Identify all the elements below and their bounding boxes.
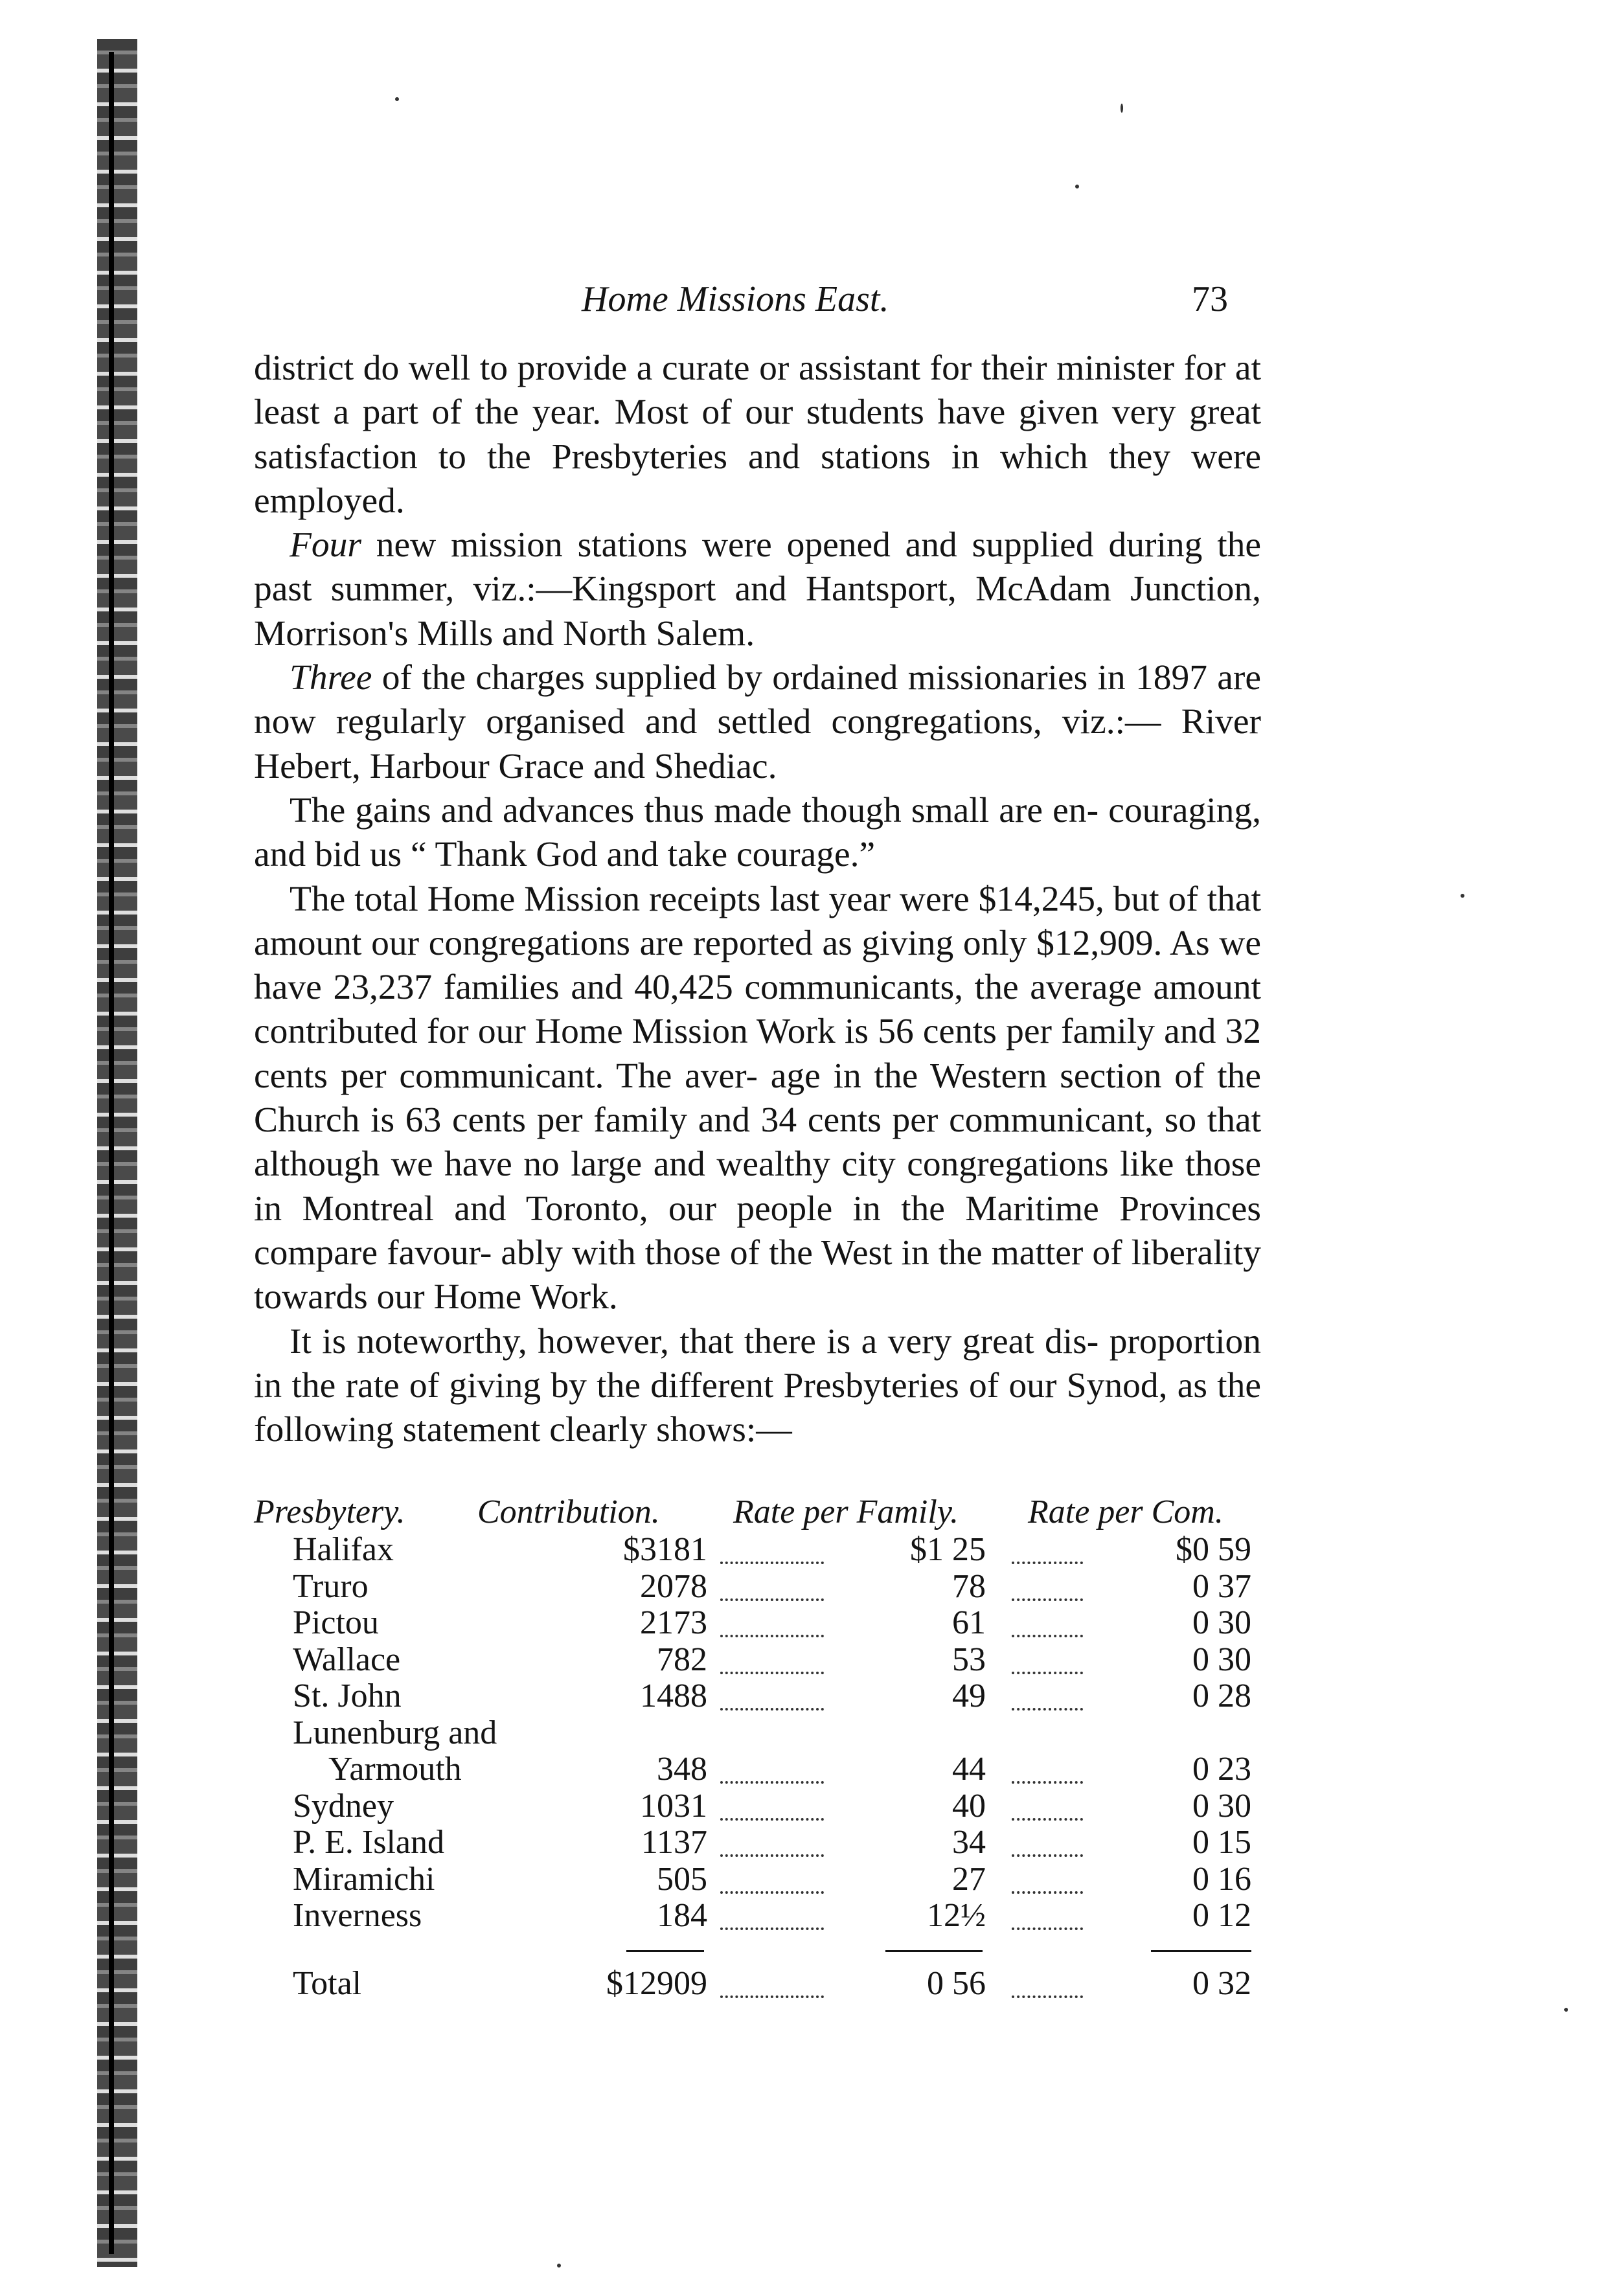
page-number: 73 [1192, 279, 1228, 319]
leader-dots [720, 1896, 824, 1930]
print-speck [395, 97, 399, 101]
contribution-value: 184 [657, 1897, 707, 1934]
rate-family-value: $1 25 [910, 1531, 986, 1568]
rate-family-value: 49 [952, 1677, 986, 1714]
leader-dots [1012, 1787, 1083, 1821]
header-contribution: Contribution. [477, 1494, 660, 1530]
rate-family-value: 12½ [927, 1897, 986, 1934]
contribution-value: 1137 [641, 1824, 707, 1861]
sum-rule [626, 1950, 704, 1952]
table-body [254, 1530, 1264, 2001]
sum-rule [885, 1950, 983, 1952]
contribution-value: 782 [657, 1641, 707, 1678]
print-speck [1461, 894, 1464, 898]
leader-dots [1012, 1860, 1083, 1894]
presbytery-name: Wallace [293, 1641, 401, 1678]
rate-com-value: 0 28 [1192, 1677, 1251, 1714]
presbytery-name: Sydney [293, 1787, 394, 1824]
presbytery-name: P. E. Island [293, 1824, 444, 1861]
rate-com-value: 0 30 [1192, 1641, 1251, 1678]
leader-dots [1012, 1530, 1083, 1564]
binding-shadow [109, 52, 114, 2254]
leader-dots [720, 1604, 824, 1637]
leader-dots [720, 1860, 824, 1894]
table-row [254, 1896, 1264, 1933]
rate-family-value: 40 [952, 1787, 986, 1824]
rate-family-value: 27 [952, 1860, 986, 1898]
body-text [254, 347, 1261, 1452]
contribution-value: $3181 [623, 1531, 707, 1568]
total-contribution: $12909 [606, 1964, 707, 2002]
presbytery-name: St. John [293, 1677, 402, 1714]
rate-com-value: 0 30 [1192, 1787, 1251, 1824]
presbytery-name: Inverness [293, 1897, 422, 1934]
rate-com-value: 0 16 [1192, 1860, 1251, 1898]
leader-dots [720, 1787, 824, 1821]
presbytery-name: Lunenburg and [293, 1714, 497, 1751]
leader-dots [720, 1750, 824, 1784]
table-row [254, 1641, 1264, 1677]
leader-dots [1012, 1641, 1083, 1674]
total-label: Total [293, 1964, 362, 2002]
table-row [254, 1530, 1264, 1567]
rate-com-value: 0 30 [1192, 1604, 1251, 1641]
rate-com-value: 0 37 [1192, 1567, 1251, 1605]
running-header [0, 278, 1616, 324]
total-rules [254, 1933, 1264, 1964]
table-header [254, 1493, 1264, 1530]
rate-family-value: 34 [952, 1824, 986, 1861]
sum-rule [1151, 1950, 1251, 1952]
leader-dots [1012, 1896, 1083, 1930]
rate-family-value: 53 [952, 1641, 986, 1678]
leader-dots [720, 1677, 824, 1711]
presbytery-name: Miramichi [293, 1860, 435, 1898]
header-rate-family: Rate per Family. [733, 1494, 959, 1530]
leader-dots [720, 1823, 824, 1857]
contribution-value: 505 [657, 1860, 707, 1898]
print-speck [557, 2264, 561, 2268]
paragraph: The total Home Mission receipts last year were $14,245, but of that amount our congregations are reported as giving only $12,909. As we have 23,237 families and 40,425 communicants, the average amount contributed for our Home Mission Work is 56 cents per family and 32 cents per communicant. The aver- age in the Western section of the Church is 63 cents per family and 34 cents per communicant, so that although we have no large and wealthy city congregations like those in Montreal and Toronto, our people in the Maritime Provinces compare favour- ably with those of the West in the matter of liberality towards our Home Work. [254, 879, 1262, 1317]
presbytery-name: Pictou [293, 1604, 379, 1641]
presbytery-name: Halifax [293, 1531, 394, 1568]
print-speck [1121, 104, 1123, 113]
table-row [254, 1604, 1264, 1641]
leader-dots [720, 1567, 824, 1601]
leader-dots [1012, 1823, 1083, 1857]
rate-com-value: $0 59 [1176, 1531, 1251, 1568]
header-presbytery: Presbytery. [254, 1494, 405, 1530]
contribution-value: 2078 [640, 1567, 707, 1605]
presbytery-name: Truro [293, 1567, 369, 1605]
table-row [254, 1714, 1264, 1751]
leader-dots [1012, 1604, 1083, 1637]
leader-dots [720, 1964, 824, 1998]
leader-dots [1012, 1567, 1083, 1601]
leader-dots [720, 1641, 824, 1674]
leader-dots [1012, 1677, 1083, 1711]
rate-family-value: 78 [952, 1567, 986, 1605]
rate-com-value: 0 12 [1192, 1897, 1251, 1934]
table-row [254, 1750, 1264, 1787]
paragraph: The gains and advances thus made though small are en- couraging, and bid us “ Thank God and take courage.” [254, 790, 1261, 875]
leader-dots [1012, 1750, 1083, 1784]
rate-family-value: 61 [952, 1604, 986, 1641]
total-rate-com: 0 32 [1192, 1964, 1251, 2002]
print-speck [1075, 185, 1079, 188]
presbytery-table [254, 1493, 1264, 2001]
rate-family-value: 44 [952, 1751, 986, 1788]
print-speck [1564, 2008, 1568, 2012]
leader-dots [1012, 1964, 1083, 1998]
total-rate-family: 0 56 [927, 1964, 986, 2002]
presbytery-name: Yarmouth [328, 1751, 462, 1788]
contribution-value: 1031 [640, 1787, 707, 1824]
paragraph: district do well to provide a curate or assistant for their minister for at least a part of the year. Most of our students have given very great satisfaction to the Presbyteries and stations in which they were employed. [254, 348, 1262, 521]
rate-com-value: 0 23 [1192, 1751, 1251, 1788]
total-row [254, 1964, 1264, 2001]
header-rate-com: Rate per Com. [1028, 1494, 1223, 1530]
table-row [254, 1677, 1264, 1714]
paragraph: It is noteworthy, however, that there is a very great dis- proportion in the rate of giving by the different Presbyteries of our Synod, as the following statement clearly shows:— [254, 1321, 1261, 1450]
table-row [254, 1567, 1264, 1604]
leader-dots [720, 1530, 824, 1564]
paragraph: Three of the charges supplied by ordained missionaries in 1897 are now regularly organised and settled congregations, viz.:— River Hebert, Harbour Grace and Shediac. [254, 658, 1262, 786]
table-row [254, 1823, 1264, 1860]
contribution-value: 348 [657, 1751, 707, 1788]
page-binding-edge [97, 39, 137, 2267]
contribution-value: 2173 [640, 1604, 707, 1641]
contribution-value: 1488 [640, 1677, 707, 1714]
paragraph: Four new mission stations were opened and supplied during the past summer, viz.:—Kingsport and Hantsport, McAdam Junction, Morrison's Mills and North Salem. [254, 525, 1262, 654]
running-title: Home Missions East. [582, 279, 889, 319]
table-row [254, 1860, 1264, 1897]
table-row [254, 1787, 1264, 1824]
rate-com-value: 0 15 [1192, 1824, 1251, 1861]
